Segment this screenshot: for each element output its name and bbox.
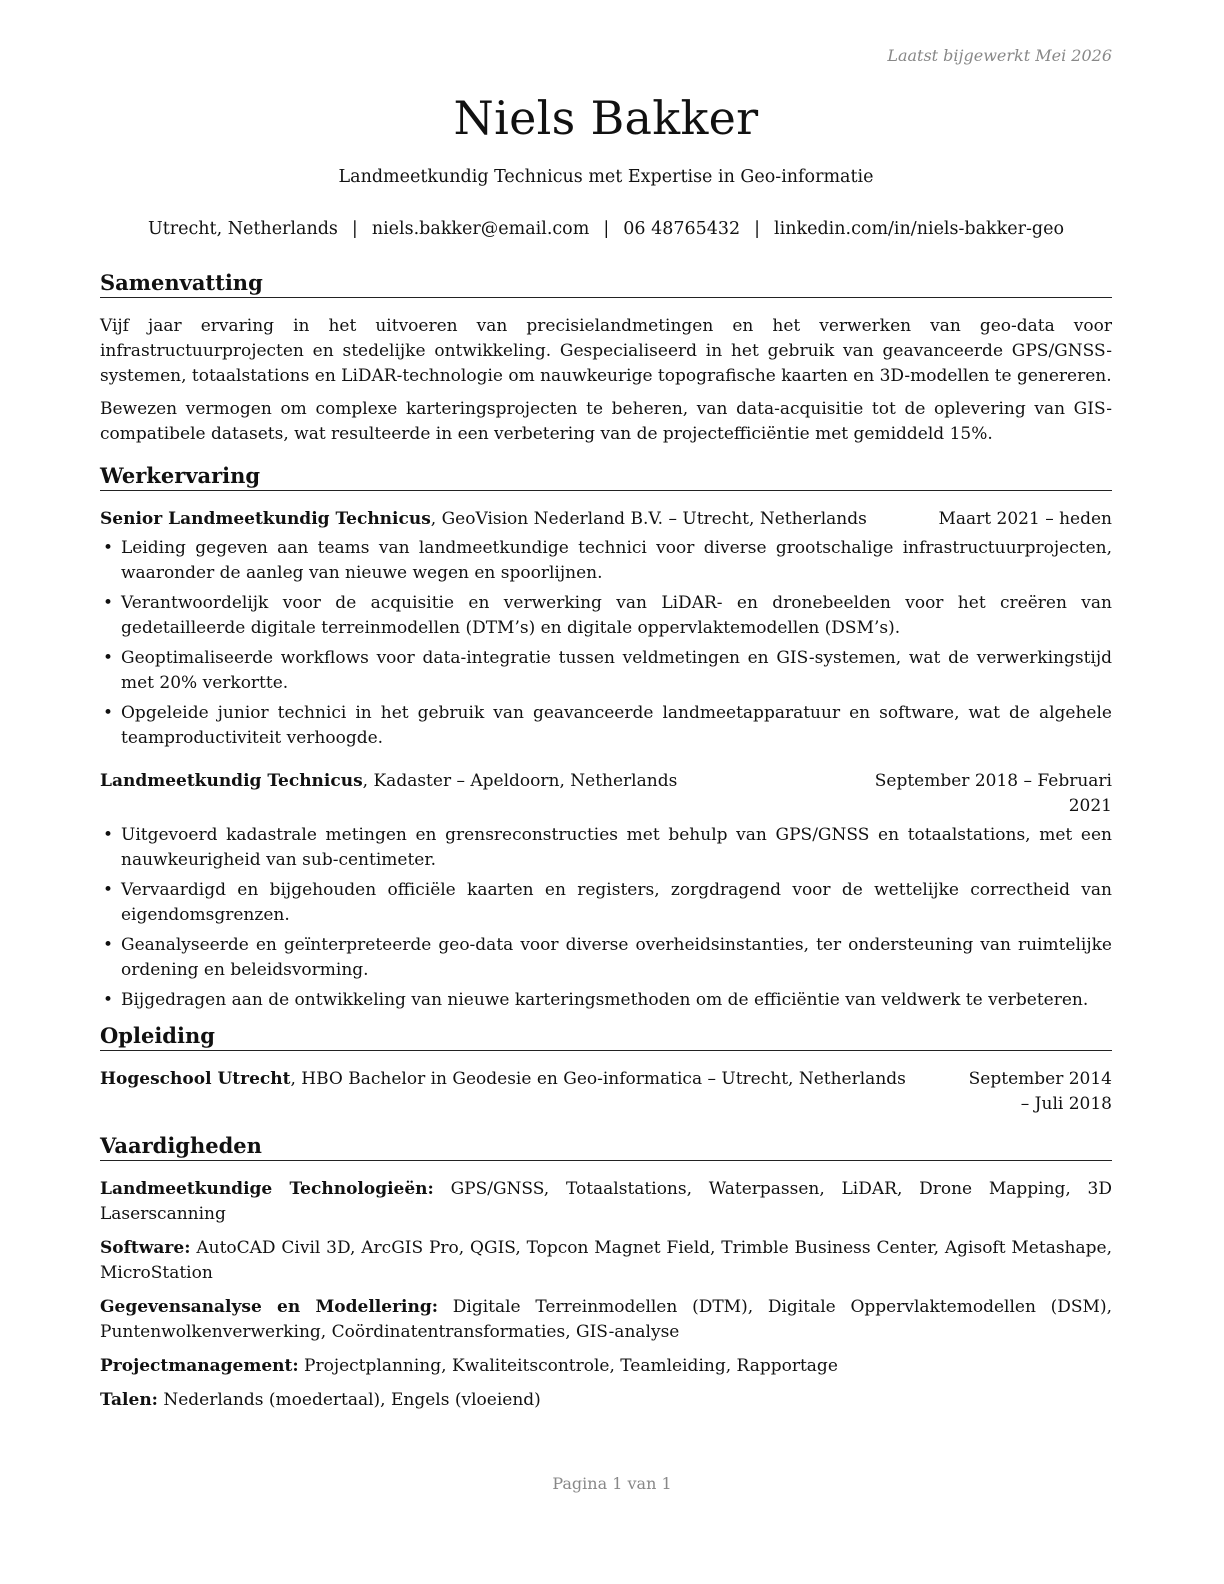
job-bullet: • Geoptimaliseerde workflows voor data-integratie tussen veldmetingen en GIS-systemen, wat de verwerkingstijd met 20% verkortte. <box>100 646 1112 696</box>
job-bullet: • Leiding gegeven aan teams van landmeetkundige technici voor diverse grootschalige infrastructuurprojecten, waaronder de aanleg van nieuwe wegen en spoorlijnen. <box>100 536 1112 586</box>
skill-row <box>100 1388 1112 1413</box>
job-role: Landmeetkundig Technicus <box>100 771 363 791</box>
education-school: Hogeschool Utrecht <box>100 1069 291 1089</box>
summary-section <box>100 314 1112 447</box>
job-bullets <box>100 536 1112 751</box>
job-dates: September 2018 – Februari 2021 <box>874 771 1112 816</box>
contact-separator: | <box>603 219 610 239</box>
job-header <box>100 769 1112 819</box>
skill-label: Gegevensanalyse en Modellering: <box>100 1297 439 1317</box>
contact-line <box>100 218 1112 240</box>
job-bullet: • Vervaardigd en bijgehouden officiële kaarten en registers, zorgdragend voor de wettelijke correctheid van eigendomsgrenzen. <box>100 878 1112 928</box>
contact-separator: | <box>754 219 761 239</box>
job-dates: Maart 2021 – heden <box>938 509 1112 529</box>
skill-value: AutoCAD Civil 3D, ArcGIS Pro, QGIS, Topcon Magnet Field, Trimble Business Center, Agisoft Metashape, MicroStation <box>100 1238 1112 1283</box>
skill-row <box>100 1354 1112 1379</box>
page-number: Pagina 1 van 1 <box>552 1474 672 1493</box>
experience-section <box>100 507 1112 1013</box>
job-entry <box>100 769 1112 1013</box>
skill-value: Projectplanning, Kwaliteitscontrole, Teamleiding, Rapportage <box>298 1356 838 1376</box>
job-header <box>100 507 1112 532</box>
skill-value: Nederlands (moedertaal), Engels (vloeiend) <box>157 1390 541 1410</box>
job-entry <box>100 507 1112 751</box>
skills-section <box>100 1177 1112 1413</box>
skill-value: GPS/GNSS, Totaalstations, Waterpassen, LiDAR, Drone Mapping, 3D Laserscanning <box>100 1179 1112 1224</box>
skill-label: Software: <box>100 1238 191 1258</box>
last-updated: Laatst bijgewerkt Mei 2026 <box>887 46 1112 65</box>
candidate-name: Niels Bakker <box>453 91 759 145</box>
skill-row <box>100 1236 1112 1286</box>
job-bullet: • Verantwoordelijk voor de acquisitie en verwerking van LiDAR- en dronebeelden voor het creëren van gedetailleerde digitale terreinmodellen (DTM’s) en digitale oppervlaktemodellen (DSM’s). <box>100 591 1112 641</box>
contact-linkedin[interactable]: linkedin.com/in/niels-bakker-geo <box>774 219 1064 239</box>
job-bullets <box>100 823 1112 1013</box>
contact-phone: 06 48765432 <box>623 219 741 239</box>
skill-value: Digitale Terreinmodellen (DTM), Digitale Oppervlaktemodellen (DSM), Puntenwolkenverwerking, Coördinatentransformaties, GIS-analyse <box>100 1297 1112 1342</box>
summary-paragraph: Vijf jaar ervaring in het uitvoeren van precisielandmetingen en het verwerken van geo-data voor infrastructuurprojecten en stedelijke ontwikkeling. Gespecialiseerd in het gebruik van geavanceerde GPS/GNSS-systemen, totaalstations en LiDAR-technologie om nauwkeurige topografische kaarten en 3D-modellen te genereren. <box>100 316 1112 386</box>
contact-location: Utrecht, Netherlands <box>147 219 338 239</box>
skill-label: Talen: <box>100 1390 158 1410</box>
section-title-skills: Vaardigheden <box>100 1133 1112 1161</box>
section-title-experience: Werkervaring <box>100 463 1112 491</box>
summary-paragraph: Bewezen vermogen om complexe karteringsprojecten te beheren, van data-acquisitie tot de oplevering van GIS-compatibele datasets, wat resulteerde in een verbetering van de projectefficiëntie met gemiddeld 15%. <box>100 399 1112 444</box>
skill-row <box>100 1177 1112 1227</box>
job-bullet: • Uitgevoerd kadastrale metingen en grensreconstructies met behulp van GPS/GNSS en totaalstations, met een nauwkeurigheid van sub-centimeter. <box>100 823 1112 873</box>
skill-row <box>100 1295 1112 1345</box>
candidate-subtitle: Landmeetkundig Technicus met Expertise in Geo-informatie <box>338 167 874 187</box>
job-bullet: • Opgeleide junior technici in het gebruik van geavanceerde landmeetapparatuur en software, wat de algehele teamproductiviteit verhoogde. <box>100 701 1112 751</box>
skill-label: Projectmanagement: <box>100 1356 299 1376</box>
section-title-summary: Samenvatting <box>100 270 1112 298</box>
job-role: Senior Landmeetkundig Technicus <box>100 509 431 529</box>
contact-separator: | <box>351 219 358 239</box>
section-title-education: Opleiding <box>100 1023 1112 1051</box>
education-degree: , HBO Bachelor in Geodesie en Geo-informatica – Utrecht, Netherlands <box>290 1069 906 1089</box>
education-entry <box>100 1067 1112 1117</box>
skill-label: Landmeetkundige Technologieën: <box>100 1179 434 1199</box>
job-org: , GeoVision Nederland B.V. – Utrecht, Netherlands <box>430 509 867 529</box>
job-bullet: • Bijgedragen aan de ontwikkeling van nieuwe karteringsmethoden om de efficiëntie van veldwerk te verbeteren. <box>100 988 1112 1013</box>
education-section <box>100 1067 1112 1117</box>
job-bullet: • Geanalyseerde en geïnterpreteerde geo-data voor diverse overheidsinstanties, ter ondersteuning van ruimtelijke ordening en beleidsvorming. <box>100 933 1112 983</box>
contact-email[interactable]: niels.bakker@email.com <box>371 219 590 239</box>
job-org: , Kadaster – Apeldoorn, Netherlands <box>362 771 678 791</box>
education-dates: September 2014 – Juli 2018 <box>968 1069 1112 1114</box>
